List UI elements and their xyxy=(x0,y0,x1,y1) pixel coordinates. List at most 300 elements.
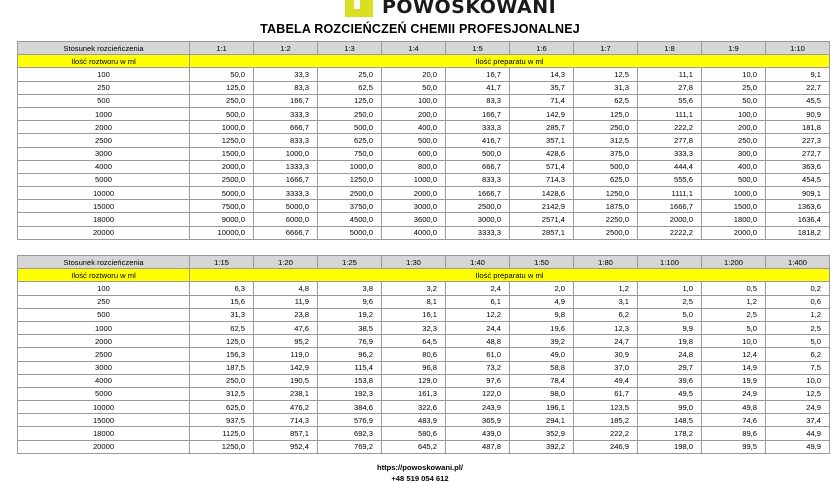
ratio-header-row xyxy=(18,42,830,55)
solution-volume-cell: 3000 xyxy=(18,361,190,374)
product-volume-cell: 714,3 xyxy=(254,414,318,427)
product-volume-cell: 62,5 xyxy=(574,94,638,107)
product-volume-cell: 50,0 xyxy=(702,94,766,107)
product-volume-cell: 19,8 xyxy=(638,335,702,348)
product-volume-cell: 1,2 xyxy=(702,295,766,308)
product-volume-cell: 35,7 xyxy=(510,81,574,94)
product-volume-cell: 454,5 xyxy=(766,173,830,186)
product-volume-cell: 125,0 xyxy=(190,335,254,348)
brand-logo xyxy=(345,0,556,17)
solution-amount-label: Ilość roztworu w ml xyxy=(18,269,190,282)
product-volume-cell: 9000,0 xyxy=(190,213,254,226)
product-volume-cell: 5000,0 xyxy=(318,226,382,239)
product-volume-cell: 2500,0 xyxy=(190,173,254,186)
product-volume-cell: 62,5 xyxy=(190,321,254,334)
product-volume-cell: 83,3 xyxy=(446,94,510,107)
product-volume-cell: 238,1 xyxy=(254,387,318,400)
solution-volume-cell: 2000 xyxy=(18,121,190,134)
product-volume-cell: 8,1 xyxy=(382,295,446,308)
product-volume-cell: 1250,0 xyxy=(190,440,254,453)
product-volume-cell: 800,0 xyxy=(382,160,446,173)
product-amount-label: Ilość preparatu w ml xyxy=(190,269,830,282)
product-volume-cell: 5,0 xyxy=(638,308,702,321)
product-volume-cell: 384,6 xyxy=(318,401,382,414)
product-volume-cell: 24,8 xyxy=(638,348,702,361)
product-volume-cell: 246,9 xyxy=(574,440,638,453)
product-volume-cell: 12,5 xyxy=(766,387,830,400)
product-volume-cell: 97,6 xyxy=(446,374,510,387)
solution-volume-cell: 100 xyxy=(18,282,190,295)
product-volume-cell: 73,2 xyxy=(446,361,510,374)
product-volume-cell: 5,0 xyxy=(766,335,830,348)
product-volume-cell: 2250,0 xyxy=(574,213,638,226)
product-volume-cell: 250,0 xyxy=(190,374,254,387)
table-row xyxy=(18,374,830,387)
ratio-header-cell: 1:20 xyxy=(254,256,318,269)
product-volume-cell: 49,9 xyxy=(766,440,830,453)
product-volume-cell: 125,0 xyxy=(190,81,254,94)
ratio-header-cell: 1:4 xyxy=(382,42,446,55)
product-volume-cell: 50,0 xyxy=(190,68,254,81)
product-volume-cell: 58,8 xyxy=(510,361,574,374)
product-volume-cell: 142,9 xyxy=(254,361,318,374)
product-volume-cell: 500,0 xyxy=(446,147,510,160)
table-row xyxy=(18,147,830,160)
product-volume-cell: 100,0 xyxy=(702,107,766,120)
table-row xyxy=(18,94,830,107)
product-volume-cell: 22,7 xyxy=(766,81,830,94)
product-volume-cell: 1800,0 xyxy=(702,213,766,226)
product-volume-cell: 416,7 xyxy=(446,134,510,147)
product-volume-cell: 148,5 xyxy=(638,414,702,427)
product-volume-cell: 129,0 xyxy=(382,374,446,387)
product-volume-cell: 125,0 xyxy=(318,94,382,107)
product-volume-cell: 64,5 xyxy=(382,335,446,348)
product-volume-cell: 300,0 xyxy=(702,147,766,160)
product-volume-cell: 16,7 xyxy=(446,68,510,81)
product-volume-cell: 476,2 xyxy=(254,401,318,414)
product-volume-cell: 2571,4 xyxy=(510,213,574,226)
product-volume-cell: 44,9 xyxy=(766,427,830,440)
product-volume-cell: 6000,0 xyxy=(254,213,318,226)
solution-volume-cell: 4000 xyxy=(18,374,190,387)
product-volume-cell: 3600,0 xyxy=(382,213,446,226)
solution-volume-cell: 100 xyxy=(18,68,190,81)
product-volume-cell: 2857,1 xyxy=(510,226,574,239)
product-volume-cell: 333,3 xyxy=(446,121,510,134)
product-volume-cell: 29,7 xyxy=(638,361,702,374)
product-volume-cell: 99,0 xyxy=(638,401,702,414)
product-volume-cell: 444,4 xyxy=(638,160,702,173)
product-volume-cell: 30,9 xyxy=(574,348,638,361)
product-volume-cell: 1636,4 xyxy=(766,213,830,226)
product-volume-cell: 1428,6 xyxy=(510,187,574,200)
product-volume-cell: 625,0 xyxy=(574,173,638,186)
product-volume-cell: 3333,3 xyxy=(446,226,510,239)
product-volume-cell: 1500,0 xyxy=(190,147,254,160)
product-volume-cell: 166,7 xyxy=(446,107,510,120)
product-volume-cell: 61,7 xyxy=(574,387,638,400)
product-volume-cell: 243,9 xyxy=(446,401,510,414)
product-volume-cell: 122,0 xyxy=(446,387,510,400)
product-volume-cell: 111,1 xyxy=(638,107,702,120)
product-volume-cell: 333,3 xyxy=(638,147,702,160)
product-volume-cell: 750,0 xyxy=(318,147,382,160)
product-volume-cell: 16,1 xyxy=(382,308,446,321)
product-volume-cell: 153,8 xyxy=(318,374,382,387)
table-row xyxy=(18,401,830,414)
page-title: TABELA ROZCIEŃCZEŃ CHEMII PROFESJONALNEJ xyxy=(260,22,580,36)
dilution-table-2 xyxy=(17,255,830,454)
product-volume-cell: 1,0 xyxy=(638,282,702,295)
product-volume-cell: 142,9 xyxy=(510,107,574,120)
solution-volume-cell: 5000 xyxy=(18,387,190,400)
table-row xyxy=(18,200,830,213)
dilution-table-1 xyxy=(17,41,830,240)
product-volume-cell: 222,2 xyxy=(638,121,702,134)
table-row xyxy=(18,226,830,239)
ratio-header-cell: 1:15 xyxy=(190,256,254,269)
product-volume-cell: 1000,0 xyxy=(382,173,446,186)
table-row xyxy=(18,213,830,226)
product-volume-cell: 31,3 xyxy=(190,308,254,321)
solution-volume-cell: 250 xyxy=(18,295,190,308)
product-volume-cell: 31,3 xyxy=(574,81,638,94)
product-volume-cell: 428,6 xyxy=(510,147,574,160)
solution-volume-cell: 3000 xyxy=(18,147,190,160)
product-volume-cell: 61,0 xyxy=(446,348,510,361)
product-volume-cell: 625,0 xyxy=(318,134,382,147)
product-volume-cell: 500,0 xyxy=(318,121,382,134)
product-volume-cell: 10,0 xyxy=(766,374,830,387)
product-volume-cell: 3333,3 xyxy=(254,187,318,200)
table-row xyxy=(18,295,830,308)
product-volume-cell: 333,3 xyxy=(254,107,318,120)
product-volume-cell: 25,0 xyxy=(318,68,382,81)
product-volume-cell: 1125,0 xyxy=(190,427,254,440)
units-header-row xyxy=(18,269,830,282)
solution-volume-cell: 5000 xyxy=(18,173,190,186)
product-volume-cell: 11,1 xyxy=(638,68,702,81)
product-volume-cell: 38,5 xyxy=(318,321,382,334)
product-volume-cell: 714,3 xyxy=(510,173,574,186)
product-volume-cell: 14,9 xyxy=(702,361,766,374)
solution-volume-cell: 10000 xyxy=(18,401,190,414)
table-row xyxy=(18,440,830,453)
product-volume-cell: 24,9 xyxy=(702,387,766,400)
product-volume-cell: 6,3 xyxy=(190,282,254,295)
ratio-header-cell: 1:3 xyxy=(318,42,382,55)
product-volume-cell: 555,6 xyxy=(638,173,702,186)
product-volume-cell: 89,6 xyxy=(702,427,766,440)
product-volume-cell: 2,5 xyxy=(766,321,830,334)
product-volume-cell: 2,5 xyxy=(638,295,702,308)
product-volume-cell: 14,3 xyxy=(510,68,574,81)
product-volume-cell: 1250,0 xyxy=(190,134,254,147)
product-volume-cell: 2,0 xyxy=(510,282,574,295)
product-volume-cell: 5000,0 xyxy=(254,200,318,213)
logo-icon xyxy=(345,0,373,17)
product-volume-cell: 272,7 xyxy=(766,147,830,160)
product-volume-cell: 2500,0 xyxy=(574,226,638,239)
product-volume-cell: 9,8 xyxy=(510,308,574,321)
product-volume-cell: 10000,0 xyxy=(190,226,254,239)
product-volume-cell: 196,1 xyxy=(510,401,574,414)
product-volume-cell: 24,7 xyxy=(574,335,638,348)
product-volume-cell: 9,1 xyxy=(766,68,830,81)
ratio-header-label: Stosunek rozcieńczenia xyxy=(18,256,190,269)
product-volume-cell: 19,9 xyxy=(702,374,766,387)
product-volume-cell: 769,2 xyxy=(318,440,382,453)
product-volume-cell: 47,6 xyxy=(254,321,318,334)
product-volume-cell: 1000,0 xyxy=(190,121,254,134)
product-volume-cell: 25,0 xyxy=(702,81,766,94)
table-row xyxy=(18,414,830,427)
product-volume-cell: 181,8 xyxy=(766,121,830,134)
product-volume-cell: 6,1 xyxy=(446,295,510,308)
product-volume-cell: 10,0 xyxy=(702,335,766,348)
product-volume-cell: 12,3 xyxy=(574,321,638,334)
product-volume-cell: 4,8 xyxy=(254,282,318,295)
product-volume-cell: 32,3 xyxy=(382,321,446,334)
product-volume-cell: 1666,7 xyxy=(254,173,318,186)
solution-volume-cell: 1000 xyxy=(18,107,190,120)
product-volume-cell: 96,2 xyxy=(318,348,382,361)
product-volume-cell: 692,3 xyxy=(318,427,382,440)
solution-volume-cell: 500 xyxy=(18,94,190,107)
product-volume-cell: 625,0 xyxy=(190,401,254,414)
footer-phone: +48 519 054 612 xyxy=(391,474,449,483)
solution-volume-cell: 2000 xyxy=(18,335,190,348)
product-volume-cell: 277,8 xyxy=(638,134,702,147)
solution-volume-cell: 4000 xyxy=(18,160,190,173)
product-volume-cell: 1250,0 xyxy=(574,187,638,200)
product-volume-cell: 312,5 xyxy=(574,134,638,147)
product-volume-cell: 375,0 xyxy=(574,147,638,160)
product-volume-cell: 190,5 xyxy=(254,374,318,387)
ratio-header-cell: 1:400 xyxy=(766,256,830,269)
product-volume-cell: 0,2 xyxy=(766,282,830,295)
solution-volume-cell: 20000 xyxy=(18,226,190,239)
product-volume-cell: 33,3 xyxy=(254,68,318,81)
product-volume-cell: 1666,7 xyxy=(446,187,510,200)
product-volume-cell: 392,2 xyxy=(510,440,574,453)
product-volume-cell: 166,7 xyxy=(254,94,318,107)
product-volume-cell: 500,0 xyxy=(190,107,254,120)
solution-volume-cell: 15000 xyxy=(18,414,190,427)
product-volume-cell: 12,5 xyxy=(574,68,638,81)
product-volume-cell: 5000,0 xyxy=(190,187,254,200)
ratio-header-cell: 1:6 xyxy=(510,42,574,55)
footer-url[interactable]: https://powoskowani.pl/ xyxy=(376,463,464,472)
ratio-header-cell: 1:25 xyxy=(318,256,382,269)
product-volume-cell: 400,0 xyxy=(702,160,766,173)
product-volume-cell: 119,0 xyxy=(254,348,318,361)
product-volume-cell: 125,0 xyxy=(574,107,638,120)
table-row xyxy=(18,121,830,134)
product-volume-cell: 500,0 xyxy=(574,160,638,173)
product-volume-cell: 12,2 xyxy=(446,308,510,321)
product-volume-cell: 39,6 xyxy=(638,374,702,387)
product-volume-cell: 3750,0 xyxy=(318,200,382,213)
product-volume-cell: 12,4 xyxy=(702,348,766,361)
product-volume-cell: 3000,0 xyxy=(446,213,510,226)
product-volume-cell: 1000,0 xyxy=(254,147,318,160)
product-volume-cell: 200,0 xyxy=(382,107,446,120)
product-volume-cell: 6,2 xyxy=(574,308,638,321)
product-volume-cell: 45,5 xyxy=(766,94,830,107)
product-volume-cell: 285,7 xyxy=(510,121,574,134)
product-volume-cell: 2,4 xyxy=(446,282,510,295)
product-volume-cell: 645,2 xyxy=(382,440,446,453)
product-volume-cell: 80,6 xyxy=(382,348,446,361)
ratio-header-cell: 1:200 xyxy=(702,256,766,269)
product-volume-cell: 3,8 xyxy=(318,282,382,295)
product-volume-cell: 198,0 xyxy=(638,440,702,453)
product-volume-cell: 1666,7 xyxy=(638,200,702,213)
product-volume-cell: 49,5 xyxy=(638,387,702,400)
product-volume-cell: 937,5 xyxy=(190,414,254,427)
ratio-header-cell: 1:40 xyxy=(446,256,510,269)
product-volume-cell: 24,9 xyxy=(766,401,830,414)
ratio-header-cell: 1:10 xyxy=(766,42,830,55)
product-volume-cell: 500,0 xyxy=(382,134,446,147)
product-volume-cell: 71,4 xyxy=(510,94,574,107)
product-volume-cell: 3000,0 xyxy=(382,200,446,213)
product-volume-cell: 2000,0 xyxy=(702,226,766,239)
product-volume-cell: 19,6 xyxy=(510,321,574,334)
product-volume-cell: 1333,3 xyxy=(254,160,318,173)
product-volume-cell: 161,3 xyxy=(382,387,446,400)
solution-volume-cell: 2500 xyxy=(18,348,190,361)
ratio-header-cell: 1:2 xyxy=(254,42,318,55)
product-volume-cell: 49,4 xyxy=(574,374,638,387)
ratio-header-cell: 1:100 xyxy=(638,256,702,269)
product-volume-cell: 49,8 xyxy=(702,401,766,414)
product-volume-cell: 37,0 xyxy=(574,361,638,374)
product-volume-cell: 19,2 xyxy=(318,308,382,321)
ratio-header-cell: 1:1 xyxy=(190,42,254,55)
product-volume-cell: 666,7 xyxy=(254,121,318,134)
product-volume-cell: 1250,0 xyxy=(318,173,382,186)
product-volume-cell: 833,3 xyxy=(254,134,318,147)
product-volume-cell: 250,0 xyxy=(702,134,766,147)
product-volume-cell: 0,5 xyxy=(702,282,766,295)
solution-volume-cell: 250 xyxy=(18,81,190,94)
solution-volume-cell: 10000 xyxy=(18,187,190,200)
table-row xyxy=(18,173,830,186)
product-volume-cell: 6666,7 xyxy=(254,226,318,239)
table-row xyxy=(18,387,830,400)
product-volume-cell: 99,5 xyxy=(702,440,766,453)
product-volume-cell: 1500,0 xyxy=(702,200,766,213)
product-volume-cell: 62,5 xyxy=(318,81,382,94)
product-volume-cell: 3,2 xyxy=(382,282,446,295)
ratio-header-cell: 1:9 xyxy=(702,42,766,55)
product-volume-cell: 580,6 xyxy=(382,427,446,440)
product-volume-cell: 74,6 xyxy=(702,414,766,427)
product-volume-cell: 23,8 xyxy=(254,308,318,321)
product-volume-cell: 90,9 xyxy=(766,107,830,120)
product-volume-cell: 3,1 xyxy=(574,295,638,308)
product-volume-cell: 4500,0 xyxy=(318,213,382,226)
product-volume-cell: 37,4 xyxy=(766,414,830,427)
product-volume-cell: 2,5 xyxy=(702,308,766,321)
product-volume-cell: 294,1 xyxy=(510,414,574,427)
product-volume-cell: 952,4 xyxy=(254,440,318,453)
table-row xyxy=(18,348,830,361)
product-volume-cell: 2500,0 xyxy=(318,187,382,200)
product-volume-cell: 833,3 xyxy=(446,173,510,186)
ratio-header-row xyxy=(18,256,830,269)
product-volume-cell: 95,2 xyxy=(254,335,318,348)
solution-volume-cell: 500 xyxy=(18,308,190,321)
product-volume-cell: 1000,0 xyxy=(702,187,766,200)
solution-volume-cell: 20000 xyxy=(18,440,190,453)
product-volume-cell: 500,0 xyxy=(702,173,766,186)
product-volume-cell: 312,5 xyxy=(190,387,254,400)
product-volume-cell: 250,0 xyxy=(190,94,254,107)
product-volume-cell: 78,4 xyxy=(510,374,574,387)
product-volume-cell: 50,0 xyxy=(382,81,446,94)
table-row xyxy=(18,427,830,440)
product-volume-cell: 100,0 xyxy=(382,94,446,107)
product-volume-cell: 357,1 xyxy=(510,134,574,147)
product-volume-cell: 222,2 xyxy=(574,427,638,440)
product-volume-cell: 2000,0 xyxy=(190,160,254,173)
units-header-row xyxy=(18,55,830,68)
product-volume-cell: 39,2 xyxy=(510,335,574,348)
product-volume-cell: 250,0 xyxy=(574,121,638,134)
product-volume-cell: 1,2 xyxy=(766,308,830,321)
brand-name: POWOSKOWANI xyxy=(382,0,557,18)
table-row xyxy=(18,81,830,94)
product-volume-cell: 322,6 xyxy=(382,401,446,414)
product-volume-cell: 9,9 xyxy=(638,321,702,334)
product-volume-cell: 6,2 xyxy=(766,348,830,361)
product-volume-cell: 7,5 xyxy=(766,361,830,374)
product-volume-cell: 41,7 xyxy=(446,81,510,94)
ratio-header-cell: 1:50 xyxy=(510,256,574,269)
product-volume-cell: 1111,1 xyxy=(638,187,702,200)
product-volume-cell: 909,1 xyxy=(766,187,830,200)
ratio-header-label: Stosunek rozcieńczenia xyxy=(18,42,190,55)
product-volume-cell: 439,0 xyxy=(446,427,510,440)
product-volume-cell: 857,1 xyxy=(254,427,318,440)
product-volume-cell: 7500,0 xyxy=(190,200,254,213)
product-volume-cell: 115,4 xyxy=(318,361,382,374)
product-volume-cell: 185,2 xyxy=(574,414,638,427)
product-volume-cell: 5,0 xyxy=(702,321,766,334)
product-volume-cell: 571,4 xyxy=(510,160,574,173)
product-volume-cell: 2142,9 xyxy=(510,200,574,213)
product-volume-cell: 483,9 xyxy=(382,414,446,427)
product-volume-cell: 1,2 xyxy=(574,282,638,295)
product-volume-cell: 4000,0 xyxy=(382,226,446,239)
product-volume-cell: 2000,0 xyxy=(382,187,446,200)
product-volume-cell: 123,5 xyxy=(574,401,638,414)
product-volume-cell: 55,6 xyxy=(638,94,702,107)
solution-volume-cell: 18000 xyxy=(18,427,190,440)
product-volume-cell: 98,0 xyxy=(510,387,574,400)
solution-volume-cell: 2500 xyxy=(18,134,190,147)
product-volume-cell: 1818,2 xyxy=(766,226,830,239)
table-row xyxy=(18,321,830,334)
product-volume-cell: 352,9 xyxy=(510,427,574,440)
product-volume-cell: 15,6 xyxy=(190,295,254,308)
product-volume-cell: 0,6 xyxy=(766,295,830,308)
product-volume-cell: 49,0 xyxy=(510,348,574,361)
